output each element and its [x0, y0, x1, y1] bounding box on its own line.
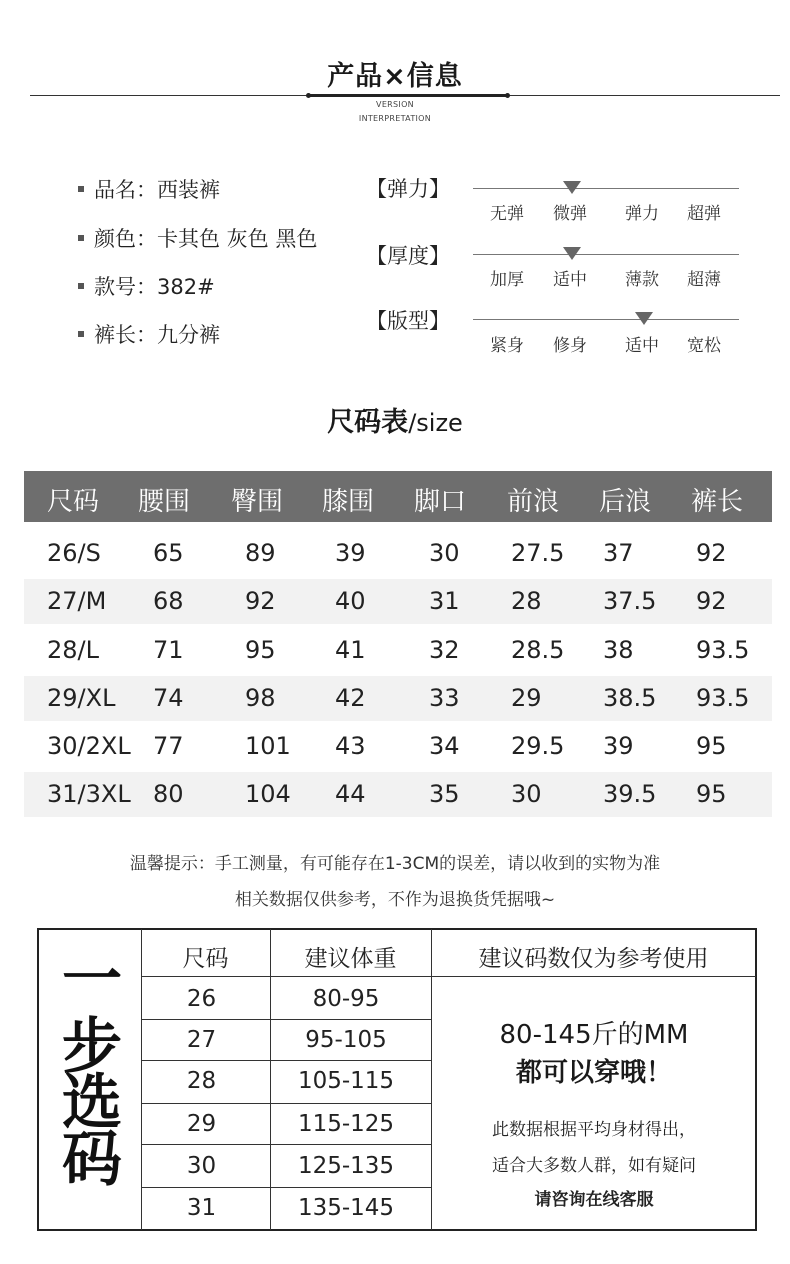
scale-option: 加厚 [490, 270, 524, 290]
guide-divider [141, 1019, 431, 1020]
info-item-length [78, 319, 220, 349]
scale-option: 超弹 [687, 204, 721, 224]
scale-line-elasticity [473, 188, 739, 189]
table-cell: 98 [245, 684, 276, 712]
guide-cell-size: 28 [186, 1068, 217, 1094]
scale-line-thickness [473, 254, 739, 255]
info-item-label: 颜色：卡其色 灰色 黑色 [94, 227, 318, 251]
scale-option: 适中 [625, 336, 659, 356]
guide-weight-range: 80-145斤的MM [499, 1020, 689, 1050]
table-cell: 77 [153, 732, 184, 760]
guide-cell-size: 26 [186, 986, 217, 1012]
col-header: 后浪 [599, 487, 652, 517]
scale-option: 薄款 [625, 270, 659, 290]
table-cell: 27/M [47, 587, 107, 615]
scale-option: 修身 [553, 336, 587, 356]
table-cell: 28/L [47, 636, 99, 664]
table-cell: 31 [429, 587, 460, 615]
guide-cell-size: 27 [186, 1027, 217, 1053]
scale-option: 宽松 [687, 336, 721, 356]
guide-cell-weight: 95-105 [305, 1027, 387, 1053]
guide-divider [141, 976, 756, 977]
header-divider-accent [309, 94, 507, 97]
table-cell: 29.5 [511, 732, 565, 760]
size-chart-title-sub: /size [408, 409, 463, 437]
table-cell: 31/3XL [47, 780, 131, 808]
guide-title-char: 步 [62, 1012, 122, 1082]
table-row [24, 579, 772, 624]
table-cell: 93.5 [696, 636, 750, 664]
info-item-label: 品名：西装裤 [94, 178, 220, 202]
scale-marker-down-icon [563, 247, 581, 260]
table-cell: 71 [153, 636, 184, 664]
table-cell: 37 [603, 539, 634, 567]
header-dot-right [505, 93, 510, 98]
table-row [24, 724, 772, 769]
col-header: 臀围 [231, 487, 284, 517]
guide-cell-size: 30 [186, 1153, 217, 1179]
guide-cell-size: 31 [186, 1195, 217, 1221]
table-cell: 92 [245, 587, 276, 615]
size-chart-title-main: 尺码表 [327, 407, 409, 438]
scale-option: 适中 [553, 270, 587, 290]
table-cell: 95 [245, 636, 276, 664]
table-cell: 26/S [47, 539, 101, 567]
guide-cell-weight: 125-135 [297, 1153, 395, 1179]
table-row [24, 772, 772, 817]
guide-title-char: 一 [62, 945, 122, 1015]
table-cell: 65 [153, 539, 184, 567]
col-header: 腰围 [138, 487, 191, 517]
guide-divider [141, 1144, 431, 1145]
header-subtitle-interpretation: INTERPRETATION [358, 114, 432, 123]
table-cell: 39 [603, 732, 634, 760]
table-cell: 104 [245, 780, 291, 808]
table-cell: 39 [335, 539, 366, 567]
table-cell: 41 [335, 636, 366, 664]
scale-option: 无弹 [490, 204, 524, 224]
table-cell: 37.5 [603, 587, 657, 615]
table-cell: 29/XL [47, 684, 116, 712]
table-cell: 43 [335, 732, 366, 760]
info-item-label: 款号：382# [94, 275, 215, 299]
section-title-product-info: 产品×信息 [327, 61, 463, 92]
scale-option: 超薄 [687, 270, 721, 290]
table-row [24, 531, 772, 576]
guide-title-char: 选 [62, 1068, 122, 1138]
bullet-icon [78, 186, 84, 192]
table-cell: 27.5 [511, 539, 565, 567]
reference-note: 相关数据仅供参考，不作为退换货凭据哦~ [234, 890, 556, 910]
col-header: 前浪 [507, 487, 560, 517]
header-dot-left [306, 93, 311, 98]
scale-line-fit [473, 319, 739, 320]
guide-cell-size: 29 [186, 1111, 217, 1137]
table-cell: 33 [429, 684, 460, 712]
col-header: 膝围 [322, 487, 375, 517]
info-item-color [78, 223, 317, 253]
scale-option: 微弹 [553, 204, 587, 224]
guide-col-header: 建议体重 [304, 946, 397, 972]
guide-note-line: 请咨询在线客服 [534, 1190, 654, 1210]
guide-note-line: 此数据根据平均身材得出， [492, 1120, 696, 1140]
col-header: 脚口 [414, 487, 467, 517]
guide-col-header: 尺码 [182, 946, 229, 972]
scale-marker-down-icon [635, 312, 653, 325]
table-cell: 74 [153, 684, 184, 712]
guide-divider [141, 1103, 431, 1104]
table-cell: 95 [696, 732, 727, 760]
guide-note-line: 适合大多数人群，如有疑问 [492, 1156, 696, 1176]
table-cell: 68 [153, 587, 184, 615]
table-cell: 44 [335, 780, 366, 808]
table-cell: 38.5 [603, 684, 657, 712]
guide-col-header: 建议码数仅为参考使用 [478, 946, 709, 972]
guide-cell-weight: 80-95 [312, 986, 380, 1012]
info-item-name [78, 174, 220, 204]
table-cell: 80 [153, 780, 184, 808]
attr-label-elasticity: 【弹力】 [366, 177, 450, 201]
attr-label-thickness: 【厚度】 [366, 244, 450, 268]
table-cell: 30 [511, 780, 542, 808]
bullet-icon [78, 235, 84, 241]
table-cell: 29 [511, 684, 542, 712]
table-cell: 38 [603, 636, 634, 664]
scale-option: 紧身 [490, 336, 524, 356]
table-cell: 40 [335, 587, 366, 615]
size-chart-title [0, 400, 790, 439]
table-cell: 35 [429, 780, 460, 808]
table-cell: 42 [335, 684, 366, 712]
col-header: 裤长 [691, 487, 744, 517]
scale-option: 弹力 [625, 204, 659, 224]
table-cell: 30/2XL [47, 732, 131, 760]
table-cell: 89 [245, 539, 276, 567]
table-cell: 28 [511, 587, 542, 615]
table-cell: 93.5 [696, 684, 750, 712]
measurement-note: 温馨提示：手工测量，有可能存在1-3CM的误差，请以收到的实物为准 [129, 854, 661, 874]
table-cell: 92 [696, 587, 727, 615]
info-item-style-number [78, 271, 215, 301]
table-cell: 32 [429, 636, 460, 664]
guide-divider [141, 1187, 431, 1188]
size-table-header [24, 471, 772, 522]
table-cell: 101 [245, 732, 291, 760]
header-subtitle-version: VERSION [376, 100, 414, 109]
table-cell: 30 [429, 539, 460, 567]
table-cell: 95 [696, 780, 727, 808]
bullet-icon [78, 283, 84, 289]
col-header: 尺码 [47, 487, 100, 517]
guide-cell-weight: 105-115 [297, 1068, 395, 1094]
guide-cell-weight: 135-145 [297, 1195, 395, 1221]
guide-title-char: 码 [62, 1125, 122, 1195]
attr-label-fit: 【版型】 [366, 309, 450, 333]
table-row [24, 676, 772, 721]
guide-fit-claim: 都可以穿哦！ [515, 1058, 672, 1088]
table-cell: 34 [429, 732, 460, 760]
guide-cell-weight: 115-125 [297, 1111, 395, 1137]
table-cell: 28.5 [511, 636, 565, 664]
table-row [24, 628, 772, 673]
table-cell: 39.5 [603, 780, 657, 808]
scale-marker-down-icon [563, 181, 581, 194]
guide-divider [141, 1060, 431, 1061]
bullet-icon [78, 331, 84, 337]
info-item-label: 裤长：九分裤 [94, 323, 220, 347]
table-cell: 92 [696, 539, 727, 567]
